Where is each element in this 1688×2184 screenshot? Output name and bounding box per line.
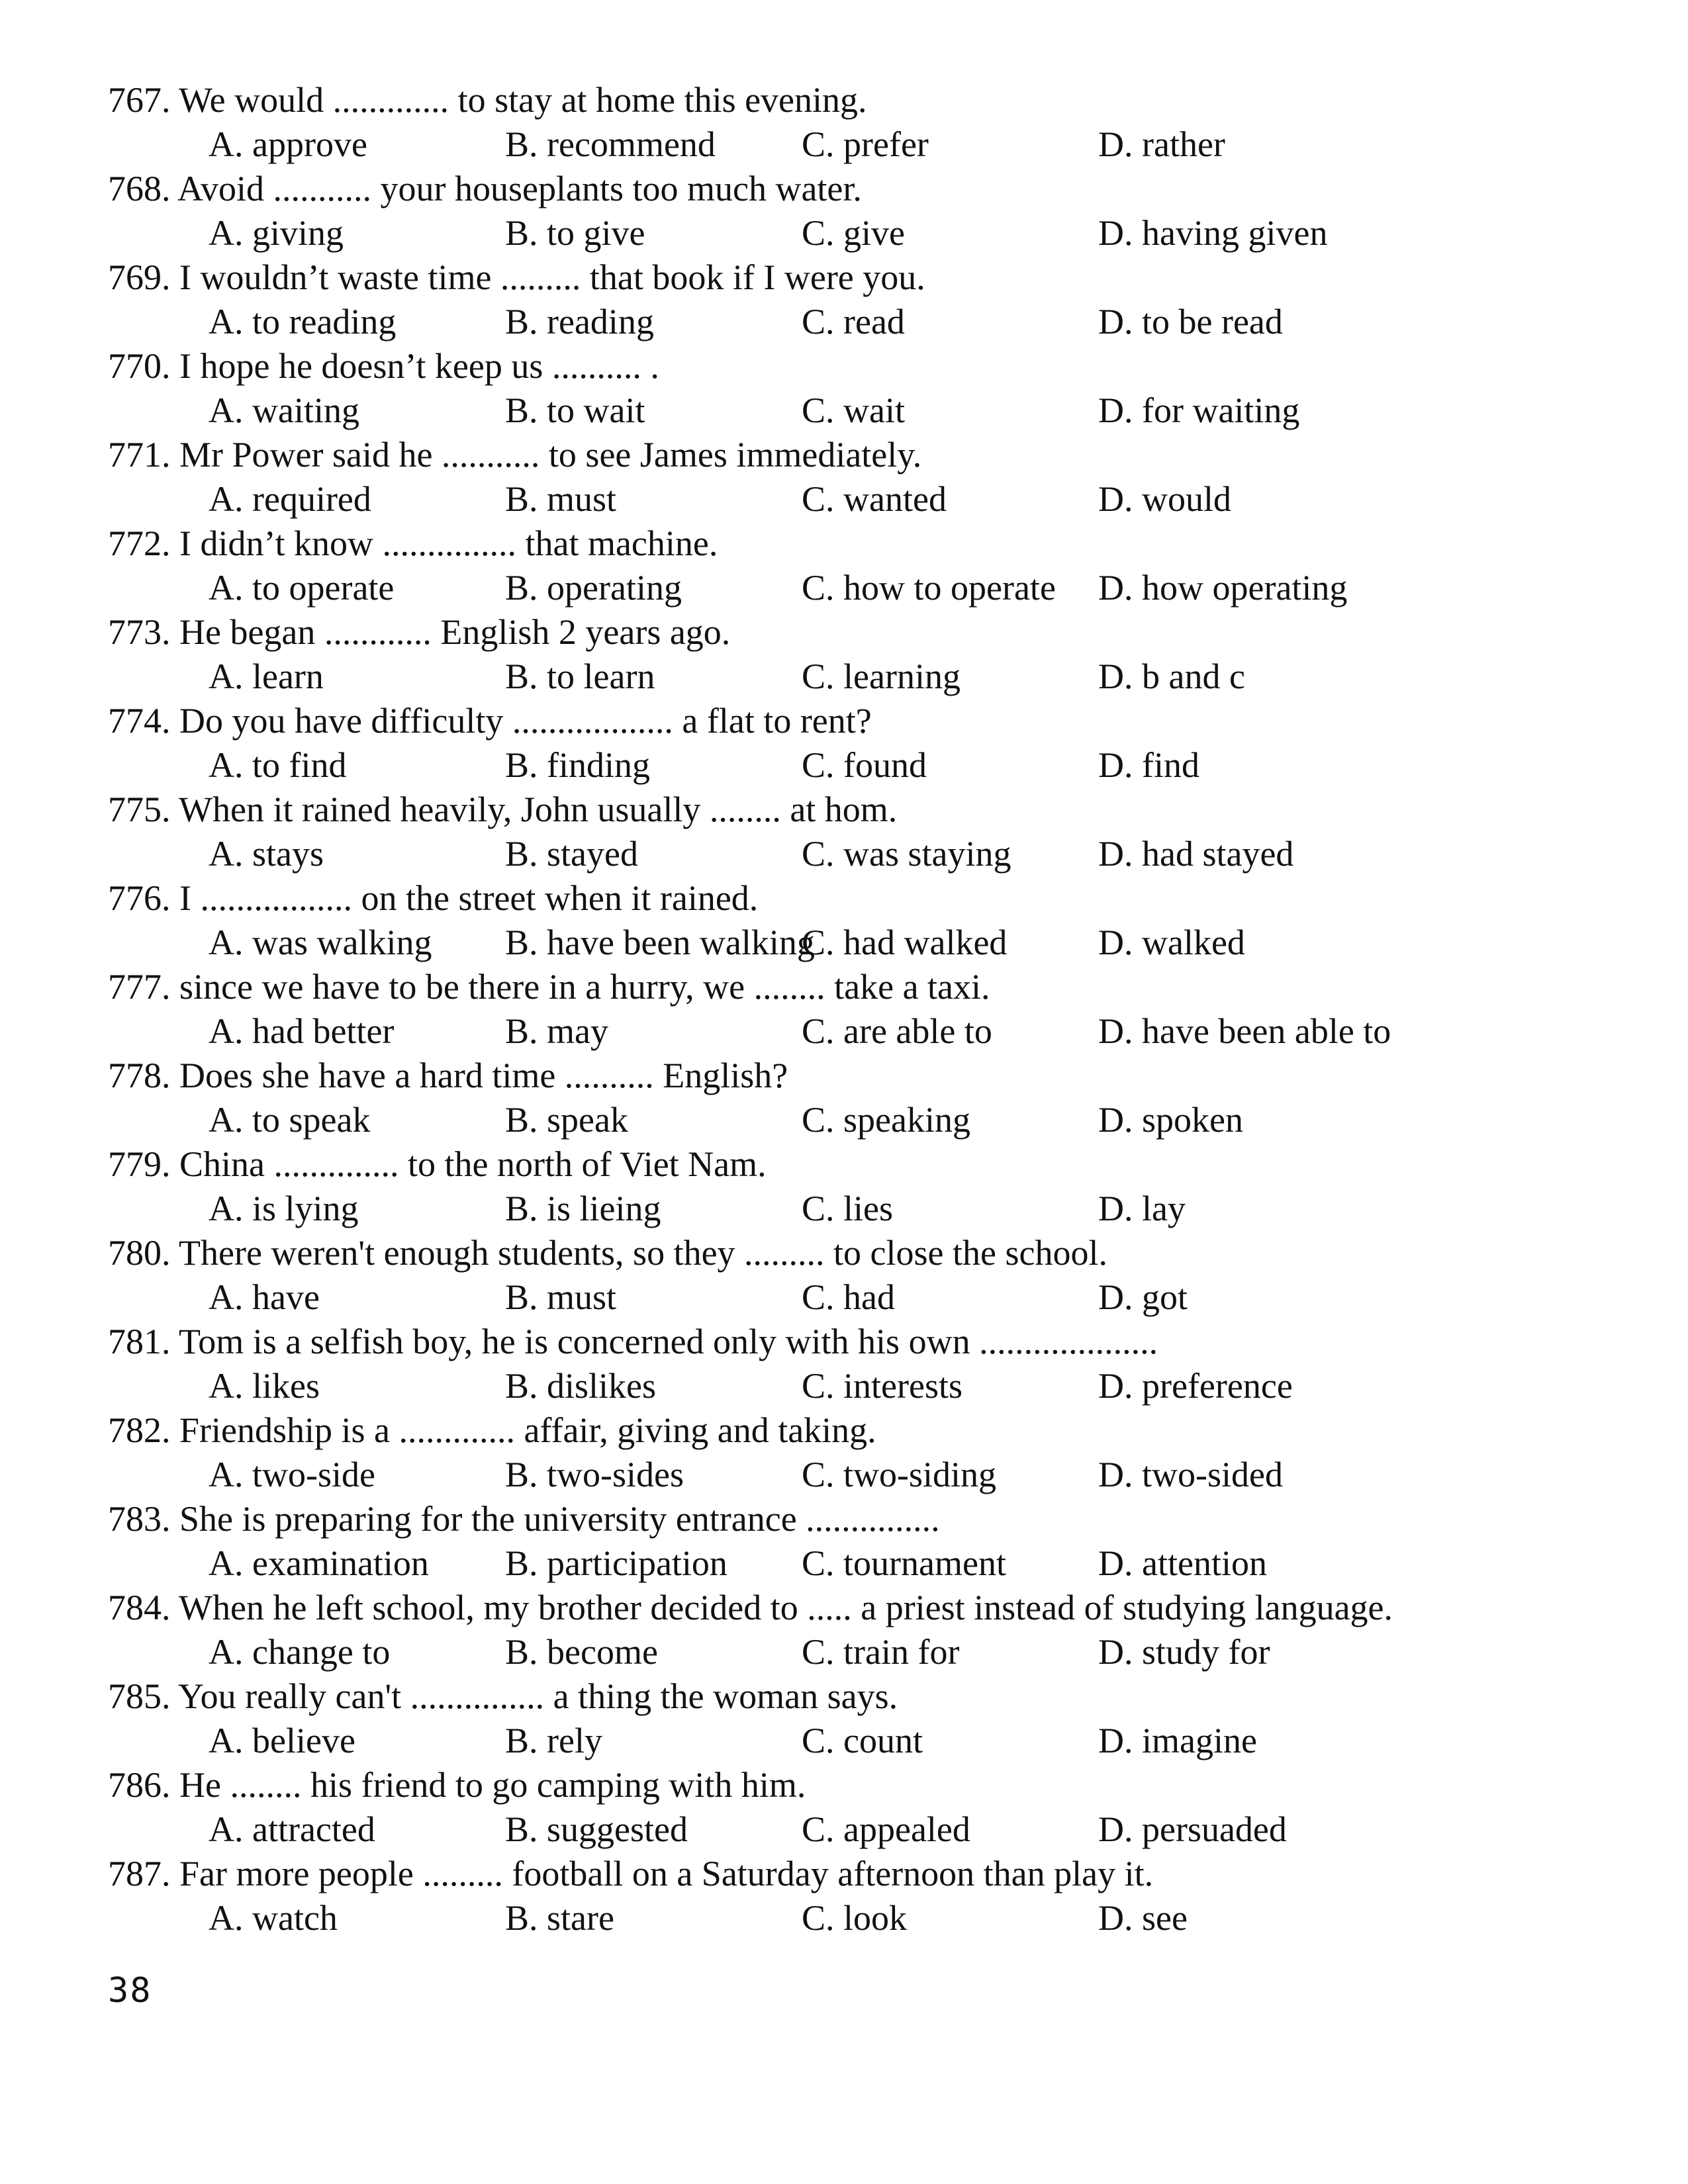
option-c: C. tournament bbox=[802, 1543, 1006, 1583]
question-stem bbox=[108, 1586, 1630, 1630]
answer-options bbox=[108, 655, 1630, 699]
option-c: C. give bbox=[802, 213, 905, 253]
question-number: 783. bbox=[108, 1499, 171, 1539]
option-a: A. two-side bbox=[209, 1455, 375, 1494]
option-b: B. reading bbox=[505, 302, 654, 341]
option-b: B. stayed bbox=[505, 834, 638, 874]
option-c: C. count bbox=[802, 1721, 923, 1760]
question-stem bbox=[108, 1054, 1630, 1098]
question-text: Far more people ......... football on a Saturday afternoon than play it. bbox=[179, 1854, 1154, 1893]
question-stem bbox=[108, 255, 1630, 300]
option-d: D. would bbox=[1098, 479, 1231, 519]
answer-options bbox=[108, 1187, 1630, 1231]
option-a: A. examination bbox=[209, 1543, 429, 1583]
option-c: C. was staying bbox=[802, 834, 1011, 874]
option-b: B. must bbox=[505, 1277, 617, 1317]
question-item bbox=[108, 1763, 1630, 1852]
option-a: A. to reading bbox=[209, 302, 397, 341]
question-number: 769. bbox=[108, 257, 171, 297]
option-a: A. attracted bbox=[209, 1809, 375, 1849]
answer-options bbox=[108, 921, 1630, 965]
answer-options bbox=[108, 1364, 1630, 1408]
answer-options bbox=[108, 300, 1630, 344]
question-stem bbox=[108, 1320, 1630, 1364]
answer-options bbox=[108, 1541, 1630, 1586]
option-a: A. have bbox=[209, 1277, 320, 1317]
question-text: Does she have a hard time .......... English? bbox=[179, 1056, 788, 1095]
option-c: C. speaking bbox=[802, 1100, 970, 1140]
question-item bbox=[108, 167, 1630, 255]
question-text: She is preparing for the university entrance ............... bbox=[179, 1499, 940, 1539]
option-b: B. operating bbox=[505, 568, 682, 608]
question-number: 775. bbox=[108, 790, 171, 829]
question-text: I didn’t know ............... that machine. bbox=[179, 523, 718, 563]
question-text: When it rained heavily, John usually ........ at hom. bbox=[179, 790, 898, 829]
question-text: There weren't enough students, so they ......... to close the school. bbox=[179, 1233, 1107, 1273]
option-a: A. stays bbox=[209, 834, 324, 874]
question-stem bbox=[108, 965, 1630, 1009]
question-stem bbox=[108, 433, 1630, 477]
answer-options bbox=[108, 1009, 1630, 1054]
question-number: 780. bbox=[108, 1233, 171, 1273]
question-stem bbox=[108, 1674, 1630, 1719]
option-d: D. two-sided bbox=[1098, 1455, 1283, 1494]
option-c: C. had walked bbox=[802, 923, 1008, 962]
option-c: C. wanted bbox=[802, 479, 947, 519]
option-d: D. study for bbox=[1098, 1632, 1270, 1672]
question-stem bbox=[108, 522, 1630, 566]
question-text: Tom is a selfish boy, he is concerned only with his own .................... bbox=[179, 1322, 1158, 1361]
option-d: D. attention bbox=[1098, 1543, 1267, 1583]
question-item bbox=[108, 876, 1630, 965]
option-b: B. to give bbox=[505, 213, 645, 253]
option-d: D. persuaded bbox=[1098, 1809, 1287, 1849]
option-c: C. prefer bbox=[802, 124, 929, 164]
question-stem bbox=[108, 788, 1630, 832]
answer-options bbox=[108, 1453, 1630, 1497]
answer-options bbox=[108, 1807, 1630, 1852]
option-d: D. having given bbox=[1098, 213, 1328, 253]
question-stem bbox=[108, 876, 1630, 921]
question-item bbox=[108, 699, 1630, 788]
question-item bbox=[108, 255, 1630, 344]
option-c: C. wait bbox=[802, 390, 905, 430]
option-a: A. watch bbox=[209, 1898, 338, 1938]
option-b: B. may bbox=[505, 1011, 608, 1051]
question-item bbox=[108, 788, 1630, 876]
option-b: B. stare bbox=[505, 1898, 614, 1938]
question-stem bbox=[108, 610, 1630, 655]
question-stem bbox=[108, 1852, 1630, 1896]
option-c: C. learning bbox=[802, 657, 961, 696]
question-text: I ................. on the street when it rained. bbox=[179, 878, 759, 918]
option-c: C. train for bbox=[802, 1632, 960, 1672]
question-item bbox=[108, 1320, 1630, 1408]
option-b: B. dislikes bbox=[505, 1366, 657, 1406]
option-d: D. imagine bbox=[1098, 1721, 1257, 1760]
question-text: I wouldn’t waste time ......... that book if I were you. bbox=[179, 257, 925, 297]
question-number: 767. bbox=[108, 80, 171, 120]
option-a: A. learn bbox=[209, 657, 324, 696]
question-text: Do you have difficulty .................. a flat to rent? bbox=[179, 701, 872, 741]
option-b: B. to wait bbox=[505, 390, 645, 430]
answer-options bbox=[108, 566, 1630, 610]
option-b: B. suggested bbox=[505, 1809, 688, 1849]
question-text: Avoid ........... your houseplants too much water. bbox=[177, 169, 862, 208]
answer-options bbox=[108, 1896, 1630, 1940]
answer-options bbox=[108, 211, 1630, 255]
option-a: A. to operate bbox=[209, 568, 395, 608]
option-a: A. was walking bbox=[209, 923, 432, 962]
option-c: C. two-siding bbox=[802, 1455, 997, 1494]
question-number: 778. bbox=[108, 1056, 171, 1095]
question-text: I hope he doesn’t keep us .......... . bbox=[179, 346, 659, 386]
question-number: 777. bbox=[108, 967, 171, 1007]
option-b: B. to learn bbox=[505, 657, 655, 696]
question-text: He ........ his friend to go camping with him. bbox=[179, 1765, 806, 1805]
question-number: 768. bbox=[108, 169, 171, 208]
question-item bbox=[108, 78, 1630, 167]
question-item bbox=[108, 1054, 1630, 1142]
option-d: D. find bbox=[1098, 745, 1199, 785]
question-stem bbox=[108, 1408, 1630, 1453]
option-c: C. found bbox=[802, 745, 927, 785]
option-a: A. change to bbox=[209, 1632, 391, 1672]
answer-options bbox=[108, 477, 1630, 522]
option-a: A. is lying bbox=[209, 1189, 359, 1228]
question-number: 781. bbox=[108, 1322, 171, 1361]
question-item bbox=[108, 1408, 1630, 1497]
question-text: When he left school, my brother decided to ..... a priest instead of studying language. bbox=[179, 1588, 1393, 1627]
question-number: 784. bbox=[108, 1588, 171, 1627]
question-number: 779. bbox=[108, 1144, 171, 1184]
question-text: You really can't ............... a thing the woman says. bbox=[178, 1676, 898, 1716]
answer-options bbox=[108, 743, 1630, 788]
option-d: D. b and c bbox=[1098, 657, 1245, 696]
option-d: D. how operating bbox=[1098, 568, 1348, 608]
question-number: 786. bbox=[108, 1765, 171, 1805]
question-list bbox=[108, 78, 1630, 1940]
option-d: D. had stayed bbox=[1098, 834, 1294, 874]
option-a: A. had better bbox=[209, 1011, 395, 1051]
question-stem bbox=[108, 1763, 1630, 1807]
option-d: D. preference bbox=[1098, 1366, 1293, 1406]
question-number: 785. bbox=[108, 1676, 171, 1716]
option-b: B. participation bbox=[505, 1543, 727, 1583]
question-number: 773. bbox=[108, 612, 171, 652]
option-a: A. waiting bbox=[209, 390, 359, 430]
option-b: B. rely bbox=[505, 1721, 602, 1760]
question-number: 771. bbox=[108, 435, 171, 475]
option-a: A. giving bbox=[209, 213, 344, 253]
option-b: B. have been walking bbox=[505, 923, 815, 962]
question-stem bbox=[108, 1231, 1630, 1275]
option-b: B. two-sides bbox=[505, 1455, 684, 1494]
option-a: A. to find bbox=[209, 745, 347, 785]
answer-options bbox=[108, 832, 1630, 876]
option-d: D. walked bbox=[1098, 923, 1245, 962]
answer-options bbox=[108, 388, 1630, 433]
question-text: Mr Power said he ........... to see James immediately. bbox=[179, 435, 922, 475]
question-number: 776. bbox=[108, 878, 171, 918]
answer-options bbox=[108, 122, 1630, 167]
question-number: 770. bbox=[108, 346, 171, 386]
option-a: A. likes bbox=[209, 1366, 320, 1406]
question-text: since we have to be there in a hurry, we ........ take a taxi. bbox=[179, 967, 990, 1007]
option-b: B. recommend bbox=[505, 124, 716, 164]
option-c: C. lies bbox=[802, 1189, 894, 1228]
option-d: D. lay bbox=[1098, 1189, 1186, 1228]
option-b: B. become bbox=[505, 1632, 658, 1672]
option-d: D. have been able to bbox=[1098, 1011, 1391, 1051]
question-item bbox=[108, 522, 1630, 610]
question-text: We would ............. to stay at home this evening. bbox=[179, 80, 867, 120]
question-text: He began ............ English 2 years ago. bbox=[179, 612, 731, 652]
option-d: D. see bbox=[1098, 1898, 1188, 1938]
question-number: 774. bbox=[108, 701, 171, 741]
page-number: 38 bbox=[108, 1971, 152, 2011]
question-number: 787. bbox=[108, 1854, 171, 1893]
option-d: D. got bbox=[1098, 1277, 1188, 1317]
option-c: C. look bbox=[802, 1898, 908, 1938]
question-stem bbox=[108, 78, 1630, 122]
question-item bbox=[108, 965, 1630, 1054]
option-d: D. spoken bbox=[1098, 1100, 1243, 1140]
option-b: B. finding bbox=[505, 745, 651, 785]
question-item bbox=[108, 344, 1630, 433]
question-item bbox=[108, 1142, 1630, 1231]
option-b: B. speak bbox=[505, 1100, 628, 1140]
option-d: D. to be read bbox=[1098, 302, 1283, 341]
option-a: A. to speak bbox=[209, 1100, 371, 1140]
option-c: C. interests bbox=[802, 1366, 962, 1406]
answer-options bbox=[108, 1275, 1630, 1320]
answer-options bbox=[108, 1719, 1630, 1763]
question-item bbox=[108, 1852, 1630, 1940]
option-a: A. believe bbox=[209, 1721, 355, 1760]
option-c: C. are able to bbox=[802, 1011, 992, 1051]
option-b: B. must bbox=[505, 479, 617, 519]
question-item bbox=[108, 1497, 1630, 1586]
option-a: A. approve bbox=[209, 124, 367, 164]
question-number: 772. bbox=[108, 523, 171, 563]
option-d: D. for waiting bbox=[1098, 390, 1300, 430]
option-b: B. is lieing bbox=[505, 1189, 661, 1228]
option-c: C. how to operate bbox=[802, 568, 1056, 608]
question-item bbox=[108, 610, 1630, 699]
question-item bbox=[108, 433, 1630, 522]
option-d: D. rather bbox=[1098, 124, 1225, 164]
question-item bbox=[108, 1231, 1630, 1320]
question-item bbox=[108, 1586, 1630, 1674]
option-c: C. read bbox=[802, 302, 905, 341]
question-stem bbox=[108, 167, 1630, 211]
option-c: C. had bbox=[802, 1277, 895, 1317]
question-text: Friendship is a ............. affair, giving and taking. bbox=[179, 1410, 876, 1450]
question-number: 782. bbox=[108, 1410, 171, 1450]
question-stem bbox=[108, 699, 1630, 743]
answer-options bbox=[108, 1098, 1630, 1142]
question-stem bbox=[108, 1497, 1630, 1541]
answer-options bbox=[108, 1630, 1630, 1674]
question-stem bbox=[108, 344, 1630, 388]
option-c: C. appealed bbox=[802, 1809, 970, 1849]
option-a: A. required bbox=[209, 479, 371, 519]
question-text: China .............. to the north of Viet Nam. bbox=[179, 1144, 767, 1184]
question-item bbox=[108, 1674, 1630, 1763]
question-stem bbox=[108, 1142, 1630, 1187]
